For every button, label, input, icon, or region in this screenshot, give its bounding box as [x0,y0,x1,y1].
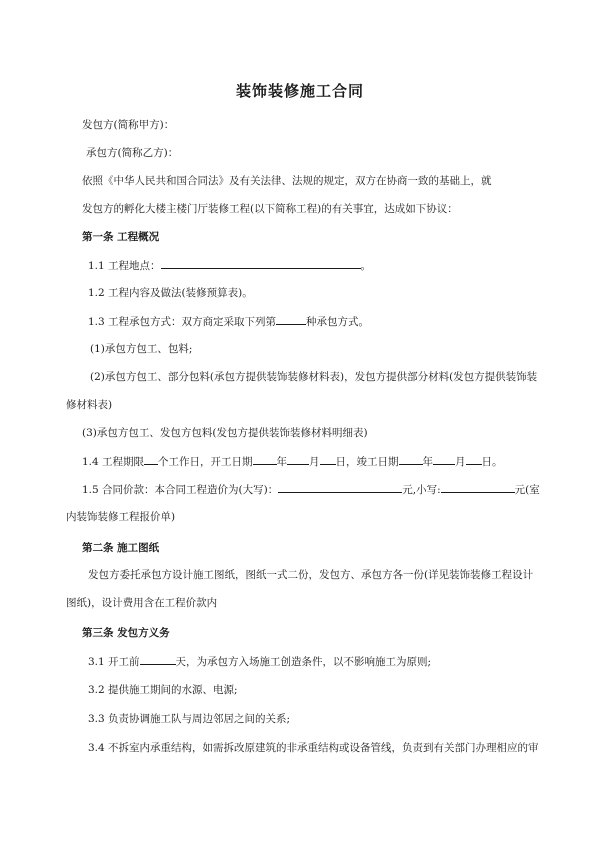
price-figures-blank [441,481,515,493]
document-title: 装饰装修施工合同 [235,82,364,100]
item-1-5-text-b: 元,小写: [402,484,441,496]
item-1-1-end: 。 [360,260,372,272]
item-1-1 [88,257,371,273]
start-day-blank [320,453,336,465]
item-1-3 [88,313,369,329]
party-b-label: 承包方(简称乙方)： [86,147,179,159]
work-days-blank [144,453,158,465]
item-3-1-text-b: 天，为承包方入场施工创造条件，以不影响施工为原则; [175,656,432,668]
option-1: (1)承包方包工、包料; [90,343,193,355]
start-year-blank [253,453,277,465]
option-2-line-2: 修材料表) [66,399,113,411]
item-1-4 [82,453,503,469]
start-year-unit: 年 [276,456,288,468]
start-month-blank [287,453,309,465]
item-1-3-text-b: 种承包方式。 [306,316,370,328]
preamble-line-2: 发包方的孵化大楼主楼门厅装修工程(以下简称工程)的有关事宜，达成如下协议： [82,203,458,215]
party-a-label: 发包方(简称甲方)： [82,119,175,131]
item-1-5-line-1 [82,481,540,497]
item-1-5-text-c: 元(室 [514,484,540,496]
preamble-line-1: 依照《中华人民共和国合同法》及有关法律、法规的规定，双方在协商一致的基础上，就 [82,175,492,187]
end-month-unit: 月 [455,456,466,468]
item-1-4-text-b: 个工作日，开工日期 [158,456,253,468]
end-day-blank [466,453,482,465]
option-2-line-1: (2)承包方包工、部分包料(承包方提供装饰装修材料表)，发包方提供部分材料(发包方提供装饰装 [90,371,538,383]
end-year-blank [399,453,423,465]
item-3-3: 3.3 负责协调施工队与周边邻居之间的关系; [88,713,291,725]
article-1-heading: 第一条 工程概况 [82,231,160,243]
item-3-2: 3.2 提供施工期间的水源、电源; [88,684,238,696]
article-2-para-line-1: 发包方委托承包方设计施工图纸，图纸一式二份，发包方、承包方各一份(详见装饰装修工程设计 [88,569,534,581]
contract-method-blank [276,313,306,325]
article-3-heading: 第三条 发包方义务 [82,627,170,639]
item-1-3-text-a: 1.3 工程承包方式：双方商定采取下列第 [88,316,277,328]
item-1-5-line-2: 内装饰装修工程报价单) [66,511,176,523]
item-3-1-text-a: 3.1 开工前 [88,656,140,668]
end-month-blank [433,453,455,465]
item-1-4-text-e: 日，竣工日期 [335,456,399,468]
item-1-1-label: 1.1 工程地点： [88,260,161,272]
end-year-unit: 年 [422,456,434,468]
option-3: (3)承包方包工、发包方包料(发包方提供装饰装修材料明细表) [82,427,368,439]
item-1-5-text-a: 1.5 合同价款：本合同工程造价为(大写)： [82,484,279,496]
article-2-heading: 第二条 施工图纸 [82,542,160,554]
item-3-1 [88,653,431,669]
item-1-4-text-a: 1.4 工程期限 [82,456,145,468]
article-2-para-line-2: 图纸)，设计费用含在工程价款内 [66,597,218,609]
item-1-2: 1.2 工程内容及做法(装修预算表)。 [88,287,253,299]
days-before-start-blank [140,653,176,665]
start-month-unit: 月 [309,456,320,468]
site-address-blank [161,257,361,269]
item-3-4: 3.4 不拆室内承重结构，如需拆改原建筑的非承重结构或设备管线，负责到有关部门办理相应的审 [88,742,539,754]
item-1-4-text-h: 日。 [481,456,503,468]
price-words-blank [278,481,402,493]
